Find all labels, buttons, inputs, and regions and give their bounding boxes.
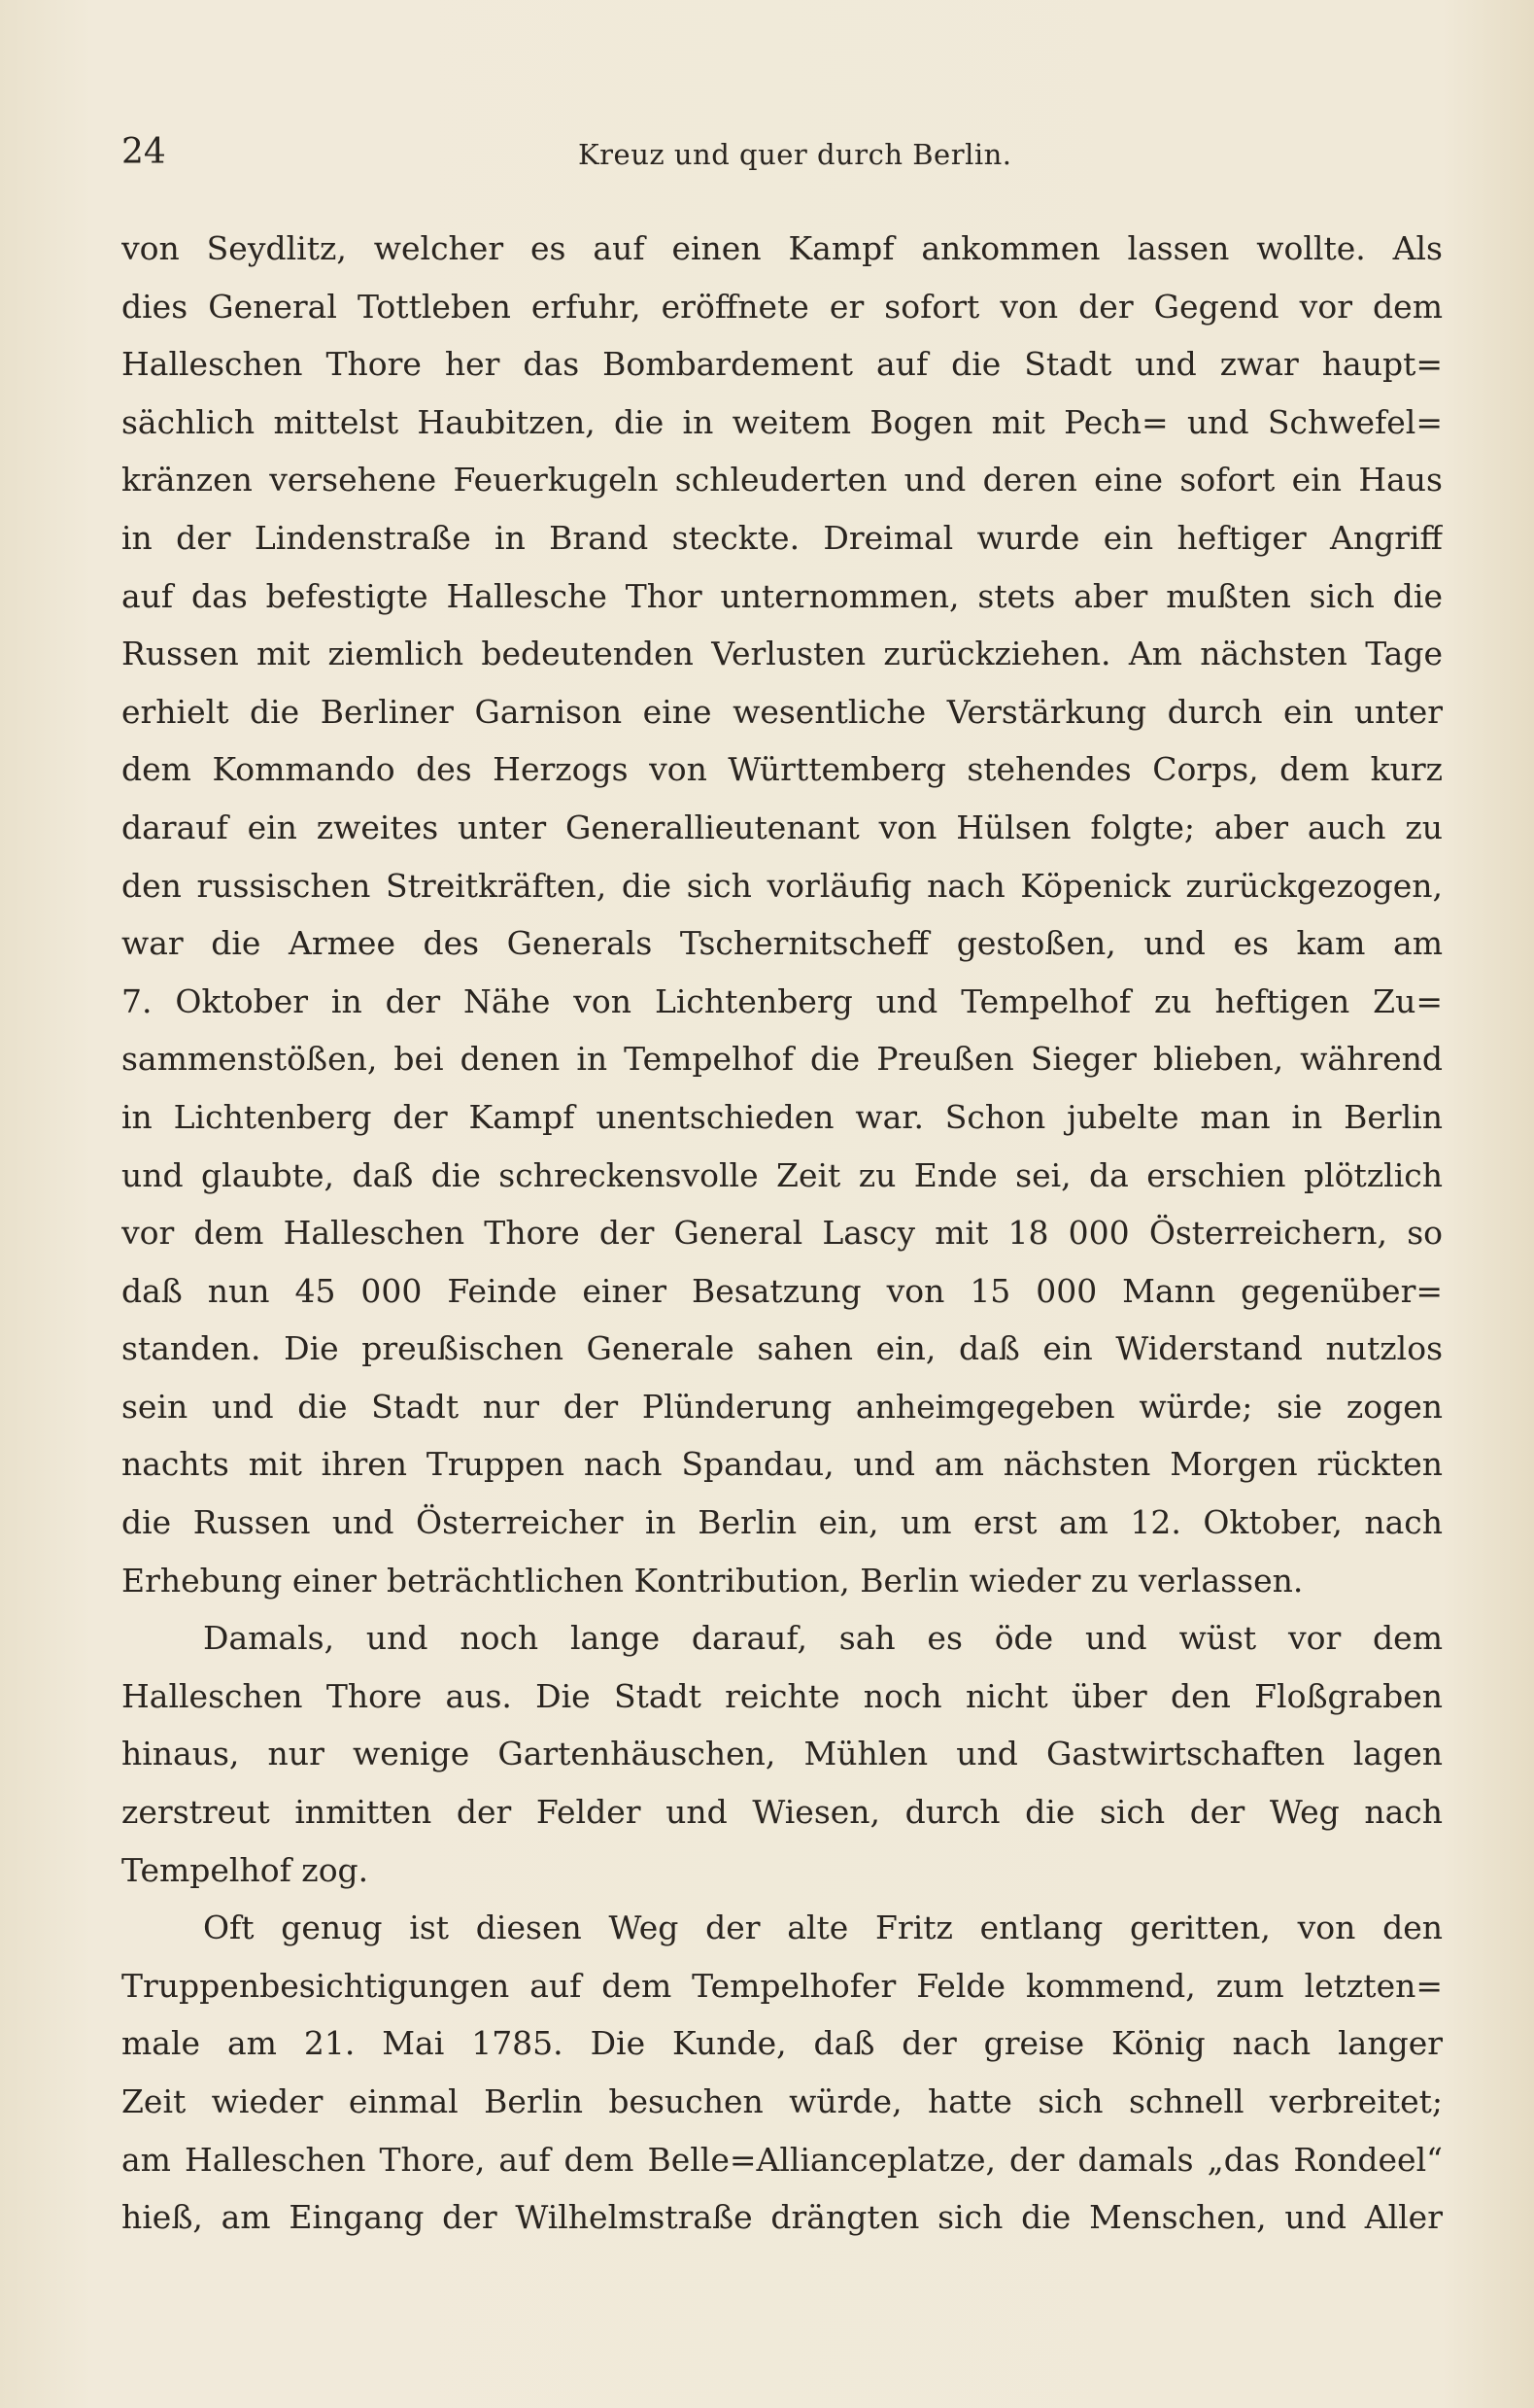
text-line: Erhebung einer beträchtlichen Kontribution, Berlin wieder zu verlassen. [121, 1561, 1304, 1600]
text-line: von Seydlitz, welcher es auf einen Kampf ankommen lassen wollte. Als [121, 229, 1443, 267]
text-line: und glaubte, daß die schreckensvolle Zeit zu Ende sei, da erschien plötzlich [121, 1155, 1443, 1194]
text-line: sächlich mittelst Haubitzen, die in weitem Bogen mit Pech= und Schwefel= [121, 402, 1443, 441]
page-header [121, 131, 1034, 189]
text-line: Zeit wieder einmal Berlin besuchen würde, hatte sich schnell verbreitet; [121, 2082, 1443, 2120]
text-line: Halleschen Thore aus. Die Stadt reichte noch nicht über den Floßgraben [121, 1676, 1443, 1715]
text-line: daß nun 45 000 Feinde einer Besatzung von 15 000 Mann gegenüber= [121, 1271, 1443, 1310]
page-number: 24 [121, 132, 166, 172]
text-line: sammenstößen, bei denen in Tempelhof die Preußen Sieger blieben, während [121, 1040, 1443, 1079]
text-line: den russischen Streitkräften, die sich vorläufig nach Köpenick zurückgezogen, [121, 866, 1443, 905]
text-line: am Halleschen Thore, auf dem Belle=Allianceplatze, der damals „das Rondeel“ [121, 2140, 1443, 2179]
text-line: darauf ein zweites unter Generallieutenant von Hülsen folgte; aber auch zu [121, 808, 1443, 846]
text-line: Russen mit ziemlich bedeutenden Verlusten zurückziehen. Am nächsten Tage [121, 635, 1443, 673]
text-line: 7. Oktober in der Nähe von Lichtenberg und Tempelhof zu heftigen Zu= [121, 981, 1443, 1020]
text-line: dem Kommando des Herzogs von Württemberg stehendes Corps, dem kurz [121, 750, 1443, 789]
text-line: die Russen und Österreicher in Berlin ein, um erst am 12. Oktober, nach [121, 1503, 1443, 1542]
text-line: standen. Die preußischen Generale sahen ein, daß ein Widerstand nutzlos [121, 1329, 1443, 1368]
text-line: Damals, und noch lange darauf, sah es öde und wüst vor dem [203, 1619, 1443, 1658]
text-line: erhielt die Berliner Garnison eine wesentliche Verstärkung durch ein unter [121, 692, 1443, 731]
text-line: Tempelhof zog. [121, 1850, 369, 1889]
text-line: Truppenbesichtigungen auf dem Tempelhofer Felde kommend, zum letzten= [121, 1966, 1443, 2005]
text-line: Oft genug ist diesen Weg der alte Fritz entlang geritten, von den [203, 1909, 1443, 1947]
text-line: in der Lindenstraße in Brand steckte. Dreimal wurde ein heftiger Angriff [121, 518, 1443, 557]
text-line: sein und die Stadt nur der Plünderung anheimgegeben würde; sie zogen [121, 1387, 1443, 1426]
text-line: vor dem Halleschen Thore der General Lascy mit 18 000 Österreichern, so [121, 1214, 1443, 1253]
text-line: zerstreut inmitten der Felder und Wiesen, durch die sich der Weg nach [121, 1793, 1443, 1832]
text-line: in Lichtenberg der Kampf unentschieden war. Schon jubelte man in Berlin [121, 1097, 1443, 1136]
text-line: Halleschen Thore her das Bombardement auf die Stadt und zwar haupt= [121, 345, 1443, 384]
running-title: Kreuz und quer durch Berlin. [578, 138, 1012, 171]
text-line: dies General Tottleben erfuhr, eröffnete er sofort von der Gegend vor dem [121, 287, 1443, 326]
text-line: auf das befestigte Hallesche Thor unternommen, stets aber mußten sich die [121, 576, 1443, 615]
body-text [121, 220, 1443, 2247]
text-line: hieß, am Eingang der Wilhelmstraße drängten sich die Menschen, und Aller [121, 2198, 1443, 2237]
text-line: kränzen versehene Feuerkugeln schleuderten und deren eine sofort ein Haus [121, 461, 1443, 499]
text-line: nachts mit ihren Truppen nach Spandau, und am nächsten Morgen rückten [121, 1445, 1443, 1484]
text-line: war die Armee des Generals Tschernitscheff gestoßen, und es kam am [121, 924, 1443, 963]
text-line: male am 21. Mai 1785. Die Kunde, daß der greise König nach langer [121, 2024, 1443, 2063]
text-line: hinaus, nur wenige Gartenhäuschen, Mühlen und Gastwirtschaften lagen [121, 1735, 1443, 1773]
